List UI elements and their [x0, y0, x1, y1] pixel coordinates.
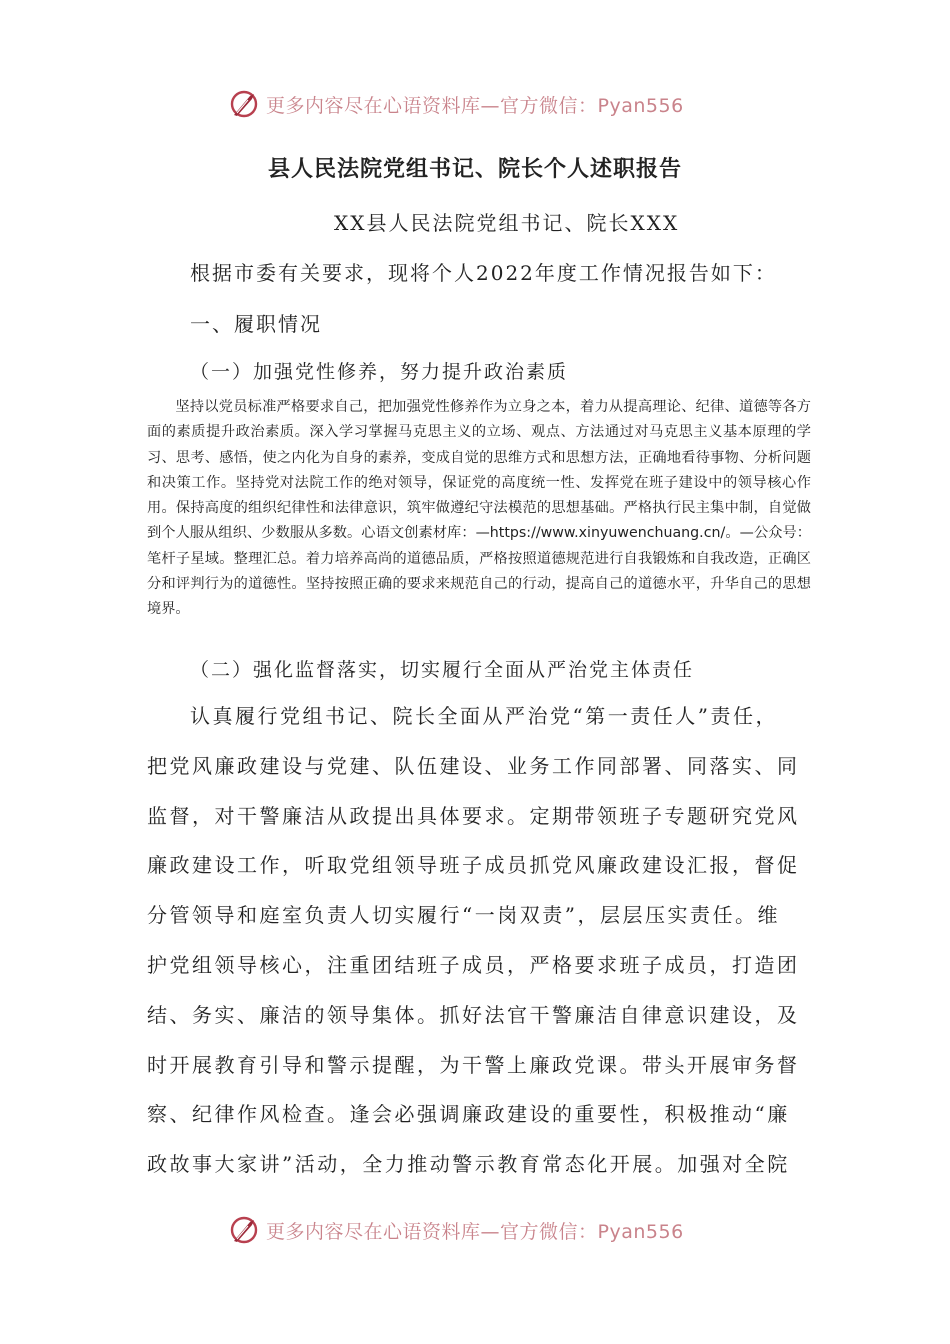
document-title: 县人民法院党组书记、院长个人述职报告 [267, 157, 682, 182]
paragraph-line: 时开展教育引导和警示提醒，为干警上廉政党课。带头开展审务督 [147, 1052, 800, 1077]
watermark-text: 更多内容尽在心语资料库—官方微信：Pyan556 [266, 1220, 684, 1243]
paragraph-line: 分管领导和庭室负责人切实履行“一岗双责”，层层压实责任。维 [147, 903, 780, 928]
intro-paragraph: 根据市委有关要求，现将个人2022年度工作情况报告如下： [190, 261, 777, 285]
subsection-heading: （二）强化监督落实，切实履行全面从严治党主体责任 [190, 659, 695, 681]
watermark-banner-top [228, 84, 684, 124]
quill-circle-icon [228, 1214, 260, 1246]
document-byline: XX县人民法院党组书记、院长XXX [334, 211, 680, 235]
paragraph-line: 廉政建设工作，听取党组领导班子成员抓党风廉政建设汇报，督促 [147, 853, 800, 878]
paragraph-line: 结、务实、廉洁的领导集体。抓好法官干警廉洁自律意识建设，及 [147, 1002, 800, 1027]
paragraph-line: 护党组领导核心，注重团结班子成员，严格要求班子成员，打造团 [147, 952, 800, 977]
paragraph-line: 把党风廉政建设与党建、队伍建设、业务工作同部署、同落实、同 [147, 753, 800, 778]
body-paragraph [147, 700, 807, 1198]
subsection-body-paragraph: 坚持以党员标准严格要求自己，把加强党性修养作为立身之本，着力从提高理论、纪律、道德等各方面的素质提升政治素质。深入学习掌握马克思主义的立场、观点、方法通过对马克思主义基本原理的学习、思考、感悟，使之内化为自身的素养，变成自觉的思维方式和思想方法，正确地看待事物、分析问题和决策工作。坚持党对法院工作的绝对领导，保证党的高度统一性、发挥党在班子建设中的领导核心作用。保持高度的组织纪律性和法律意识，筑牢做遵纪守法模范的思想基础。严格执行民主集中制，自觉做到个人服从组织、少数服从多数。心语文创素材库：—https://www.xinyuwenchuang.cn/。—公众号：笔杆子星域。整理汇总。着力培养高尚的道德品质，严格按照道德规范进行自我锻炼和自我改造，正确区分和评判行为的道德性。坚持按照正确的要求来规范自己的行动，提高自己的道德水平，升华自己的思想境界。 [147, 399, 811, 618]
paragraph-line: 政故事大家讲”活动，全力推动警示教育常态化开展。加强对全院 [147, 1152, 790, 1177]
watermark-text: 更多内容尽在心语资料库—官方微信：Pyan556 [266, 94, 684, 117]
paragraph-line: 认真履行党组书记、院长全面从严治党“第一责任人”责任， [190, 704, 778, 728]
paragraph-line: 察、纪律作风检查。逢会必强调廉政建设的重要性，积极推动“廉 [147, 1102, 790, 1127]
section-heading: 一、履职情况 [190, 312, 322, 336]
quill-circle-icon [228, 88, 260, 120]
subsection-heading: （一）加强党性修养，努力提升政治素质 [190, 361, 569, 383]
paragraph-line: 监督，对干警廉洁从政提出具体要求。定期带领班子专题研究党风 [147, 803, 800, 828]
watermark-banner-bottom [228, 1210, 684, 1250]
